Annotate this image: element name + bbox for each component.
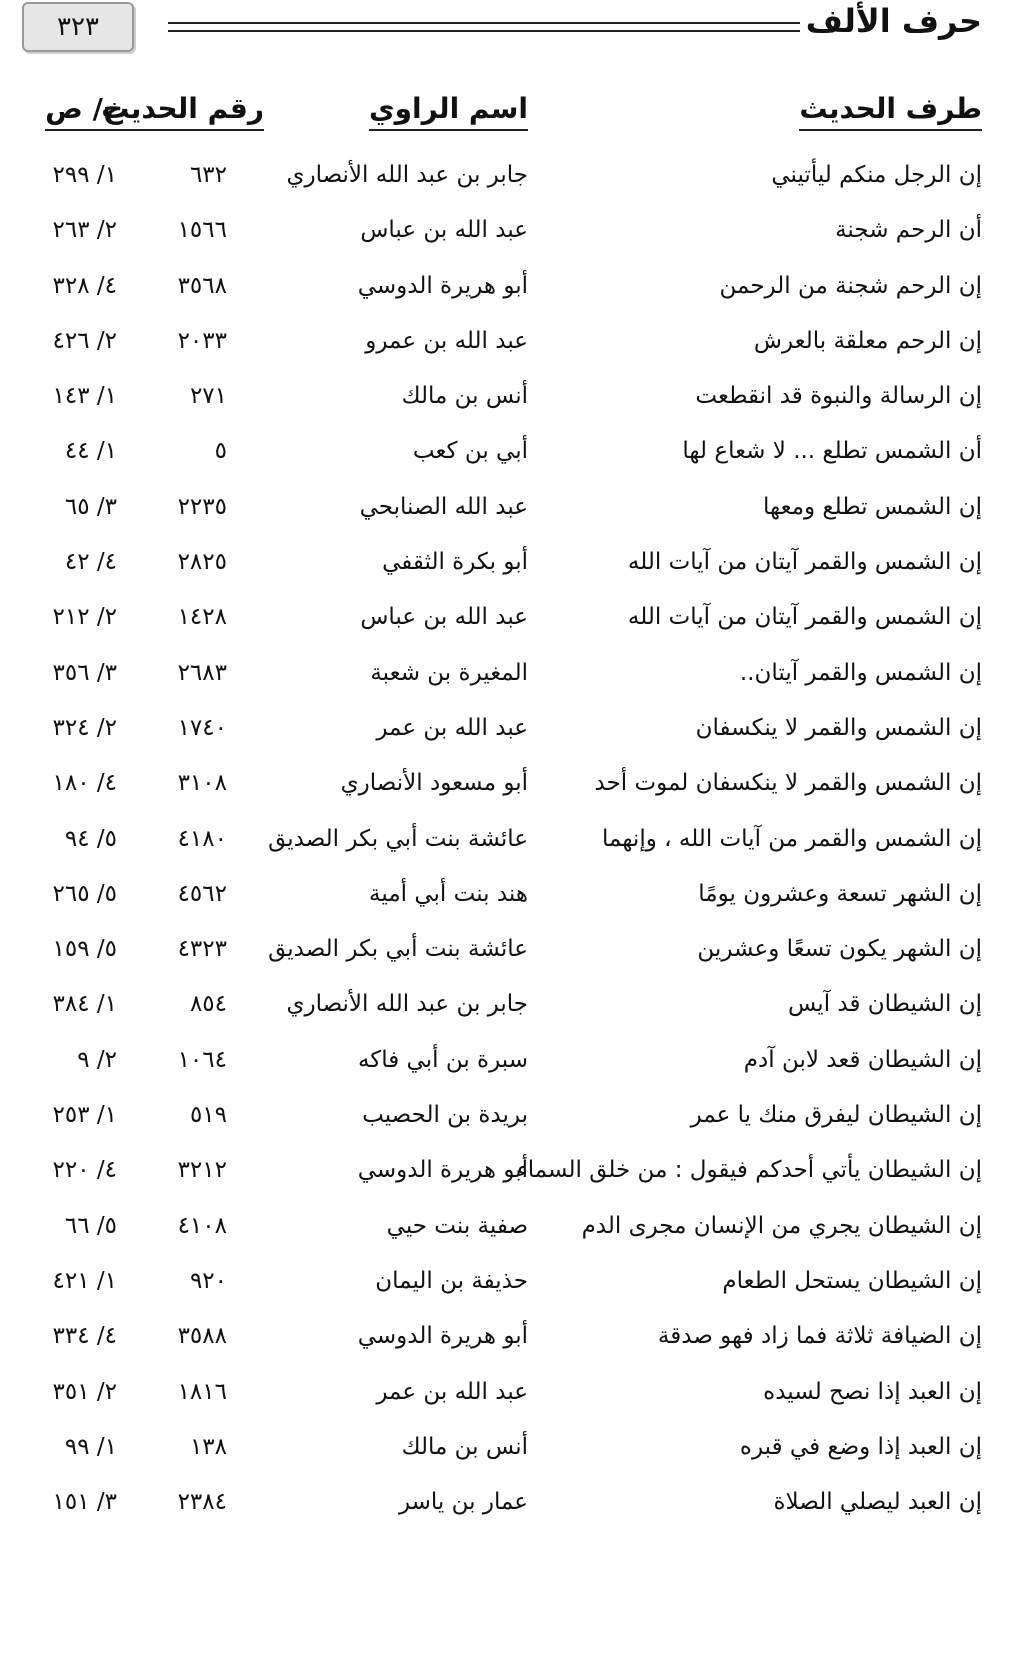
column-header-volume-page: ج/ ص [45,92,123,131]
hadith-number-cell: ٣٥٨٨ [177,1323,227,1350]
hadith-number-cell: ٨٥٤ [189,991,227,1018]
table-row [0,869,1010,924]
hadith-number-cell: ١٨١٦ [177,1378,227,1405]
volume-page-cell: ١/ ١٤٣ [52,383,117,410]
table-row [0,1422,1010,1477]
volume-page-cell: ١/ ٤٤ [64,438,117,465]
hadith-number-cell: ١٠٦٤ [177,1046,227,1073]
hadith-number-cell: ٤٥٦٢ [177,880,227,907]
hadith-number-cell: ٦٣٢ [189,162,227,188]
volume-page-cell: ٥/ ٦٦ [64,1212,117,1239]
table-row [0,537,1010,592]
table-row [0,924,1010,979]
hadith-number-cell: ٩٢٠ [189,1267,227,1294]
hadith-start-cell: إن الشمس والقمر آيتان.. [739,659,982,686]
volume-page-cell: ٤/ ٢٢٠ [52,1157,117,1184]
hadith-start-cell: إن الشهر تسعة وعشرون يومًا [698,880,982,907]
hadith-start-cell: إن الشهر يكون تسعًا وعشرين [697,936,982,963]
table-row [0,1201,1010,1256]
narrator-cell: جابر بن عبد الله الأنصاري [286,991,528,1018]
table-row [0,1256,1010,1311]
hadith-start-cell: إن الشيطان ليفرق منك يا عمر [690,1102,982,1129]
column-header-hadith-start: طرف الحديث [799,92,982,131]
narrator-cell: عبد الله بن عمر [376,714,528,741]
volume-page-cell: ٤/ ٣٣٤ [52,1323,117,1350]
table-row [0,316,1010,371]
table-row [0,703,1010,758]
hadith-number-cell: ٢٦٨٣ [177,659,227,686]
column-header-hadith-number: رقم الحديث [101,92,264,131]
table-row [0,426,1010,481]
volume-page-cell: ٥/ ٢٦٥ [52,880,117,907]
hadith-start-cell: إن العبد إذا نصح لسيده [763,1378,982,1405]
hadith-start-cell: إن الشمس والقمر آيتان من آيات الله [627,604,982,631]
page-number-badge [22,2,134,52]
narrator-cell: أبي بن كعب [412,438,528,465]
narrator-cell: عبد الله بن عمرو [365,327,528,354]
narrator-cell: المغيرة بن شعبة [370,659,528,686]
hadith-number-cell: ٤١٨٠ [177,825,227,852]
table-row [0,758,1010,813]
hadith-start-cell: إن الشيطان يستحل الطعام [722,1267,982,1294]
table-row [0,814,1010,869]
hadith-start-cell: أن الشمس تطلع ... لا شعاع لها [682,438,982,465]
table-row [0,979,1010,1034]
volume-page-cell: ١/ ٤٢١ [52,1267,117,1294]
narrator-cell: أنس بن مالك [401,383,528,410]
table-row [0,1477,1010,1532]
table-row [0,1367,1010,1422]
volume-page-cell: ٤/ ٣٢٨ [52,272,117,299]
hadith-number-cell: ٣١٠٨ [177,770,227,797]
table-row [0,1311,1010,1366]
narrator-cell: أبو مسعود الأنصاري [340,770,528,797]
narrator-cell: أبو هريرة الدوسي [357,272,528,299]
page-number: ٣٢٣ [57,12,99,42]
volume-page-cell: ١/ ٣٨٤ [52,991,117,1018]
hadith-start-cell: إن العبد إذا وضع في قبره [739,1433,982,1460]
volume-page-cell: ٢/ ٢١٢ [52,604,117,631]
volume-page-cell: ٢/ ٩ [77,1046,117,1073]
narrator-cell: عائشة بنت أبي بكر الصديق [268,825,528,852]
page-header [0,0,1010,60]
hadith-number-cell: ٢٣٨٤ [177,1489,227,1516]
narrator-cell: عبد الله بن عمر [376,1378,528,1405]
volume-page-cell: ٢/ ٤٢٦ [52,327,117,354]
volume-page-cell: ١/ ٢٩٩ [52,162,117,188]
volume-page-cell: ٥/ ٩٤ [64,825,117,852]
hadith-start-cell: إن الرسالة والنبوة قد انقطعت [695,383,982,410]
hadith-start-cell: إن الشمس والقمر من آيات الله ، وإنهما [602,825,982,852]
hadith-start-cell: إن الشمس تطلع ومعها [762,493,982,520]
hadith-start-cell: إن الشيطان قعد لابن آدم [743,1046,982,1073]
hadith-start-cell: إن الشمس والقمر آيتان من آيات الله [627,549,982,576]
table-row [0,371,1010,426]
hadith-number-cell: ٥١٩ [189,1102,227,1129]
hadith-number-cell: ١٤٢٨ [177,604,227,631]
volume-page-cell: ٢/ ٢٦٣ [52,217,117,244]
hadith-number-cell: ٣٥٦٨ [177,272,227,299]
hadith-start-cell: إن الرحم شجنة من الرحمن [719,272,982,299]
hadith-start-cell: إن الشمس والقمر لا ينكسفان لموت أحد [594,770,982,797]
table-row [0,1035,1010,1090]
volume-page-cell: ٣/ ٦٥ [64,493,117,520]
table-row [0,592,1010,647]
narrator-cell: عبد الله بن عباس [360,217,528,244]
hadith-number-cell: ٢٢٣٥ [177,493,227,520]
narrator-cell: أبو هريرة الدوسي [357,1157,528,1184]
volume-page-cell: ٣/ ١٥١ [52,1489,117,1516]
section-title: حرف الألف [805,2,982,40]
volume-page-cell: ٥/ ١٥٩ [52,936,117,963]
hadith-start-cell: إن الشيطان يجري من الإنسان مجرى الدم [581,1212,982,1239]
volume-page-cell: ١/ ٩٩ [64,1433,117,1460]
volume-page-cell: ٣/ ٣٥٦ [52,659,117,686]
narrator-cell: عمار بن ياسر [398,1489,528,1516]
table-row [0,261,1010,316]
table-row [0,1145,1010,1200]
column-header-narrator: اسم الراوي [369,92,528,131]
hadith-start-cell: إن الشمس والقمر لا ينكسفان [695,714,982,741]
narrator-cell: هند بنت أبي أمية [369,880,528,907]
header-rule-top [168,22,800,24]
narrator-cell: بريدة بن الحصيب [362,1102,528,1129]
table-row [0,482,1010,537]
table-row [0,1090,1010,1145]
volume-page-cell: ٤/ ٤٢ [64,549,117,576]
hadith-start-cell: إن الضيافة ثلاثة فما زاد فهو صدقة [657,1323,982,1350]
volume-page-cell: ١/ ٢٥٣ [52,1102,117,1129]
narrator-cell: سبرة بن أبي فاكه [357,1046,528,1073]
narrator-cell: حذيفة بن اليمان [375,1267,528,1294]
volume-page-cell: ٢/ ٣٢٤ [52,714,117,741]
hadith-number-cell: ١٥٦٦ [177,217,227,244]
hadith-start-cell: إن الرجل منكم ليأتيني [771,162,982,188]
narrator-cell: عبد الله بن عباس [360,604,528,631]
table-row [0,205,1010,260]
hadith-start-cell: إن العبد ليصلي الصلاة [773,1489,982,1516]
hadith-number-cell: ٥ [214,438,227,465]
narrator-cell: أبو بكرة الثقفي [382,549,528,576]
volume-page-cell: ٤/ ١٨٠ [52,770,117,797]
narrator-cell: صفية بنت حيي [386,1212,528,1239]
index-table [0,150,1010,1532]
hadith-number-cell: ٤١٠٨ [177,1212,227,1239]
header-rule-bottom [168,30,800,32]
table-row [0,150,1010,205]
hadith-number-cell: ١٧٤٠ [177,714,227,741]
hadith-number-cell: ٢٨٢٥ [177,549,227,576]
narrator-cell: أنس بن مالك [401,1433,528,1460]
hadith-number-cell: ١٣٨ [189,1433,227,1460]
hadith-start-cell: إن الشيطان قد آيس [787,991,982,1018]
hadith-start-cell: إن الرحم معلقة بالعرش [753,327,982,354]
hadith-number-cell: ٤٣٢٣ [177,936,227,963]
hadith-number-cell: ٢٠٣٣ [177,327,227,354]
table-row [0,648,1010,703]
hadith-number-cell: ٣٢١٢ [177,1157,227,1184]
narrator-cell: أبو هريرة الدوسي [357,1323,528,1350]
narrator-cell: عبد الله الصنابحي [359,493,528,520]
volume-page-cell: ٢/ ٣٥١ [52,1378,117,1405]
hadith-start-cell: أن الرحم شجنة [835,217,982,244]
hadith-start-cell: إن الشيطان يأتي أحدكم فيقول : من خلق السماء [516,1157,982,1184]
hadith-number-cell: ٢٧١ [189,383,227,410]
narrator-cell: جابر بن عبد الله الأنصاري [286,162,528,188]
narrator-cell: عائشة بنت أبي بكر الصديق [268,936,528,963]
